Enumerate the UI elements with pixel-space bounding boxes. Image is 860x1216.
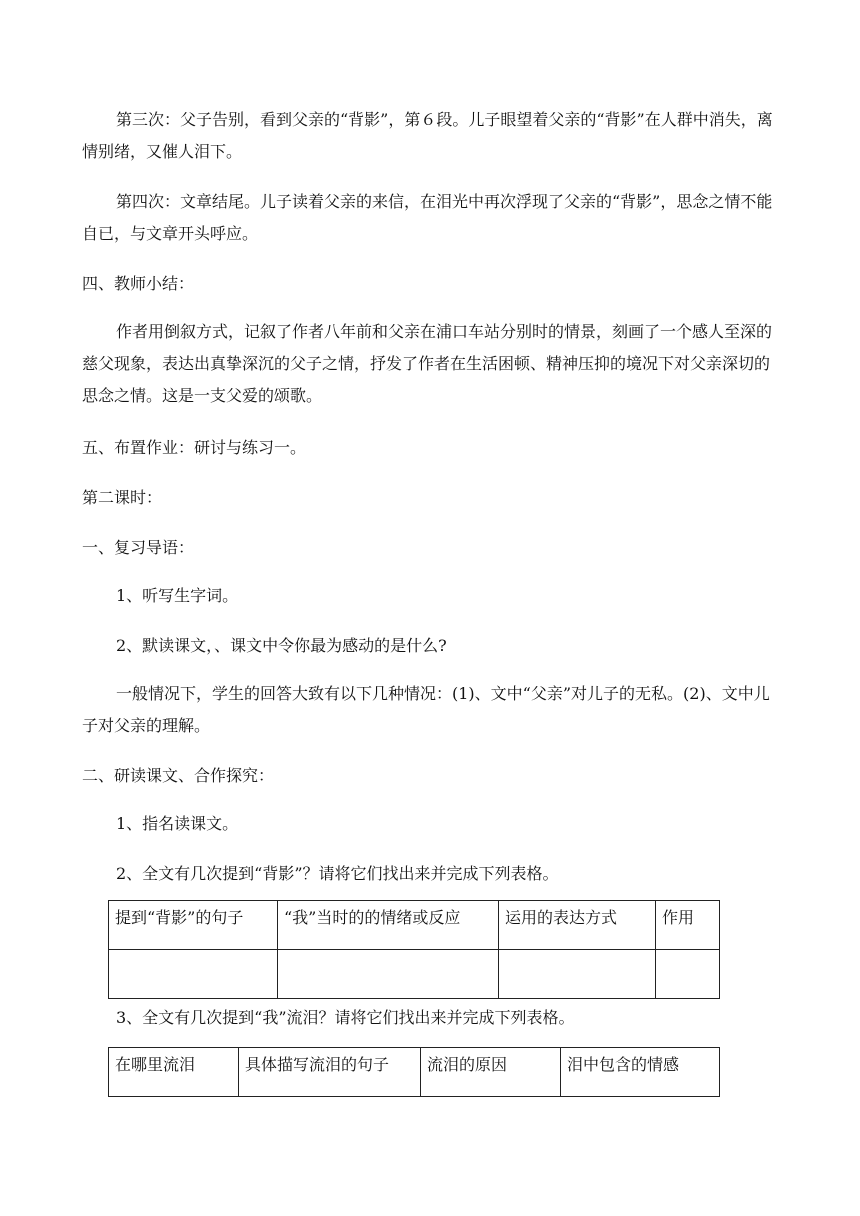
list-item-dictation: 1、听写生字词。 — [116, 586, 239, 605]
table-header-row — [109, 901, 720, 950]
heading-homework: 五、布置作业：研讨与练习一。 — [82, 438, 307, 457]
paragraph-fourth-time: 第四次：文章结尾。儿子读着父亲的来信，在泪光中再次浮现了父亲的“背影”，思念之情不能自已，与文章开头呼应。 — [82, 192, 773, 243]
list-item-back-view-question: 2、全文有几次提到“背影”？请将它们找出来并完成下列表格。 — [116, 864, 559, 883]
list-item-silent-reading: 2、默读课文，、课文中令你最为感动的是什么? — [116, 636, 447, 655]
heading-study-explore: 二、研读课文、合作探究： — [82, 766, 275, 785]
heading-second-lesson: 第二课时： — [82, 488, 163, 507]
table-header-cell: “我”当时的的情绪或反应 — [278, 901, 499, 950]
paragraph-summary: 作者用倒叙方式，记叙了作者八年前和父亲在浦口车站分别时的情景，刻画了一个感人至深的慈父现象，表达出真挚深沉的父子之情，抒发了作者在生活困顿、精神压抑的境况下对父亲深切的思念之情。这是一支父爱的颂歌。 — [82, 322, 773, 405]
heading-review: 一、复习导语： — [82, 538, 195, 557]
table-header-row — [109, 1048, 720, 1097]
table-header-cell: 提到“背影”的句子 — [109, 901, 278, 950]
list-item-tears-question: 3、全文有几次提到“我”流泪？请将它们找出来并完成下列表格。 — [116, 1008, 575, 1027]
table-cell — [109, 950, 278, 999]
table-header-cell: 泪中包含的情感 — [561, 1048, 720, 1097]
tears-table — [108, 1047, 720, 1097]
table-header-cell: 具体描写流泪的句子 — [239, 1048, 421, 1097]
table-header-cell: 流泪的原因 — [421, 1048, 561, 1097]
table-header-cell: 运用的表达方式 — [499, 901, 656, 950]
table-cell — [278, 950, 499, 999]
table-header-cell: 在哪里流泪 — [109, 1048, 239, 1097]
table-cell — [656, 950, 720, 999]
table-header-cell: 作用 — [656, 901, 720, 950]
table-row — [109, 950, 720, 999]
back-view-table — [108, 900, 720, 999]
paragraph-third-time: 第三次：父子告别，看到父亲的“背影”，第６段。儿子眼望着父亲的“背影”在人群中消失，离情别绪，又催人泪下。 — [82, 110, 773, 161]
table-cell — [499, 950, 656, 999]
list-item-read-aloud: 1、指名读课文。 — [116, 814, 239, 833]
paragraph-student-answers: 一般情况下，学生的回答大致有以下几种情况：(1)、文中“父亲”对儿子的无私。(2)、文中儿子对父亲的理解。 — [82, 684, 770, 735]
heading-teacher-summary: 四、教师小结： — [82, 274, 195, 293]
